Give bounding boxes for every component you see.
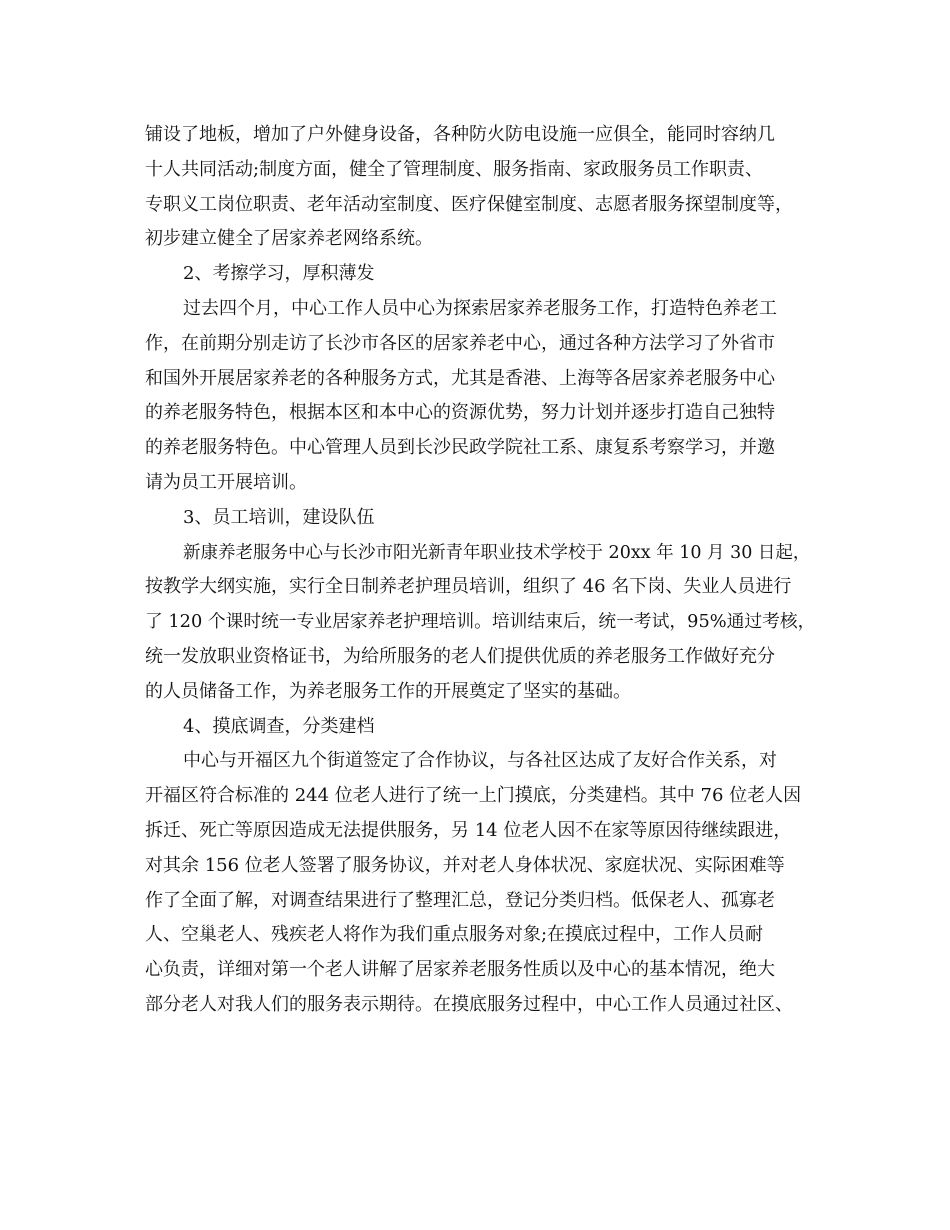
text-line: 铺设了地板，增加了户外健身设备，各种防火防电设施一应俱全，能同时容纳几 [145, 124, 775, 145]
text-line: 中心与开福区九个街道签定了合作协议，与各社区达成了友好合作关系，对 [183, 750, 777, 772]
text-line: 和国外开展居家养老的各种服务方式，尤其是香港、上海等各居家养老服务中心 [145, 367, 775, 389]
text-line: 作了全面了解，对调查结果进行了整理汇总，登记分类归档。低保老人、孤寡老 [145, 889, 775, 911]
text-line: 作，在前期分别走访了长沙市各区的居家养老中心，通过各种方法学习了外省市 [145, 332, 775, 354]
text-line: 4、摸底调查，分类建档 [183, 715, 375, 737]
text-line: 人、空巢老人、残疾老人将作为我们重点服务对象;在摸底过程中，工作人员耐 [145, 924, 764, 946]
text-line: 新康养老服务中心与长沙市阳光新青年职业技术学校于 20xx 年 10 月 30 日起， [183, 542, 811, 563]
body-text [145, 118, 815, 1023]
text-line: 的养老服务特色。中心管理人员到长沙民政学院社工系、康复系考察学习，并邀 [145, 437, 775, 459]
text-line: 拆迁、死亡等原因造成无法提供服务，另 14 位老人因不在家等原因待继续跟进， [145, 819, 792, 841]
text-line: 过去四个月，中心工作人员中心为探索居家养老服务工作，打造特色养老工 [183, 297, 777, 319]
text-line: 部分老人对我人们的服务表示期待。在摸底服务过程中，中心工作人员通过社区、 [145, 993, 793, 1015]
text-line: 3、员工培训，建设队伍 [183, 506, 375, 528]
text-line: 初步建立健全了居家养老网络系统。 [145, 228, 433, 250]
text-line: 2、考擦学习，厚积薄发 [183, 263, 375, 285]
text-line: 按教学大纲实施，实行全日制养老护理员培训，组织了 46 名下岗、失业人员进行 [145, 576, 792, 598]
text-line: 开福区符合标准的 244 位老人进行了统一上门摸底，分类建档。其中 76 位老人因 [145, 785, 802, 807]
text-line: 请为员工开展培训。 [145, 471, 307, 493]
text-line: 对其余 156 位老人签署了服务协议，并对老人身体状况、家庭状况、实际困难等 [145, 854, 785, 876]
text-line: 十人共同活动;制度方面，健全了管理制度、服务指南、家政服务员工作职责、 [145, 158, 764, 180]
text-line: 的人员储备工作，为养老服务工作的开展奠定了坚实的基础。 [145, 680, 631, 702]
text-line: 统一发放职业资格证书，为给所服务的老人们提供优质的养老服务工作做好充分 [145, 645, 775, 667]
text-line: 的养老服务特色，根据本区和本中心的资源优势，努力计划并逐步打造自己独特 [145, 402, 775, 424]
text-line: 了 120 个课时统一专业居家养老护理培训。培训结束后，统一考试，95%通过考核， [145, 612, 816, 633]
text-line: 心负责，详细对第一个老人讲解了居家养老服务性质以及中心的基本情况，绝大 [145, 959, 775, 981]
text-line: 专职义工岗位职责、老年活动室制度、医疗保健室制度、志愿者服务探望制度等， [145, 193, 793, 215]
